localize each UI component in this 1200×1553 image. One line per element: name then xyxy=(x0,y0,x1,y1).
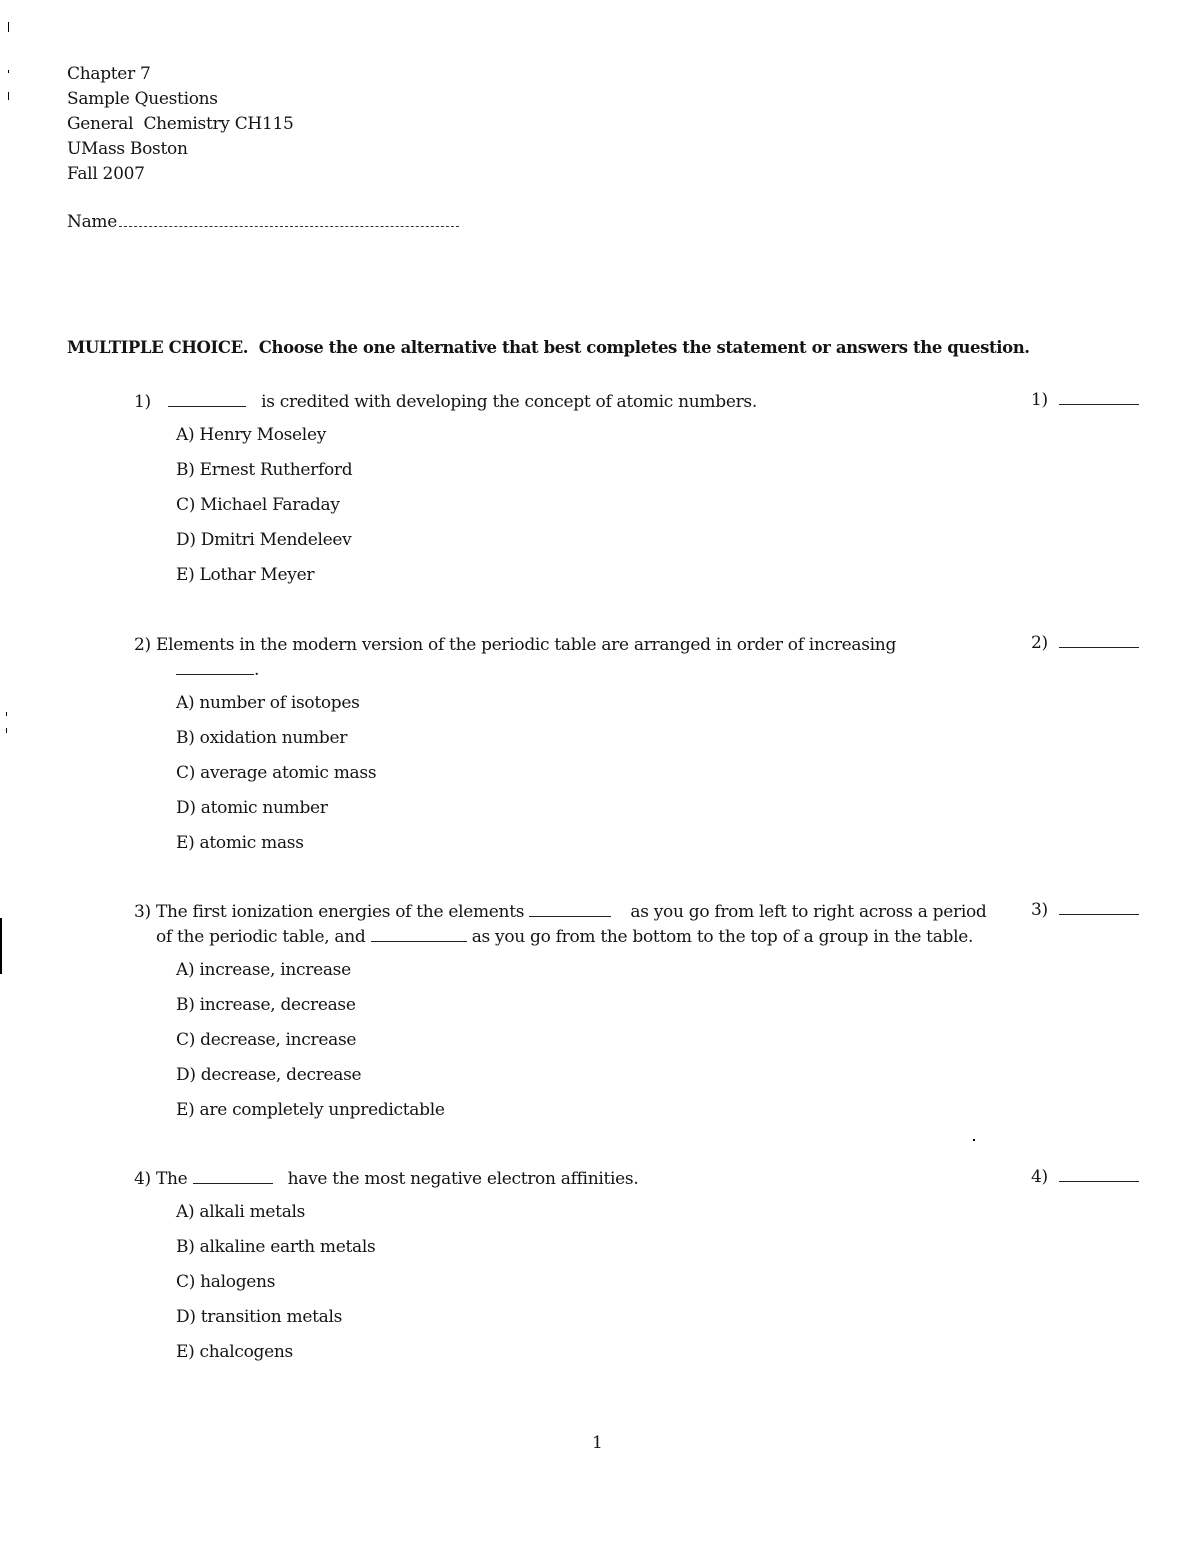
question-text: have the most negative electron affinities. xyxy=(287,1169,639,1189)
option-a: A) alkali metals xyxy=(176,1202,306,1222)
page-number: 1 xyxy=(592,1433,603,1453)
option-a: A) increase, increase xyxy=(176,960,351,980)
course-name: General Chemistry CH115 xyxy=(67,114,294,134)
margin-mark xyxy=(6,728,7,733)
question-number: 3) xyxy=(134,902,151,922)
option-a: A) Henry Moseley xyxy=(176,425,327,445)
margin-mark xyxy=(8,70,9,73)
answer-label: 2) xyxy=(1031,633,1048,653)
margin-mark xyxy=(8,92,9,100)
margin-mark xyxy=(0,918,2,974)
option-e: E) Lothar Meyer xyxy=(176,565,315,585)
fill-in-blank xyxy=(176,660,254,675)
fill-in-blank xyxy=(371,927,467,942)
question-text: as you go from the bottom to the top of a group in the table. xyxy=(466,927,974,947)
document-header xyxy=(67,62,294,187)
option-c: C) halogens xyxy=(176,1272,276,1292)
question-number: 4) xyxy=(134,1169,151,1189)
question-text: Elements in the modern version of the periodic table are arranged in order of increasing xyxy=(155,635,897,655)
question-number: 1) xyxy=(134,392,151,412)
margin-mark xyxy=(8,22,9,32)
answer-blank[interactable] xyxy=(1059,633,1139,648)
chapter-label: Chapter 7 xyxy=(67,64,151,84)
name-field xyxy=(67,212,459,232)
school-name: UMass Boston xyxy=(67,139,188,159)
option-c: C) average atomic mass xyxy=(176,763,377,783)
question-text: as you go from left to right across a period xyxy=(630,902,987,922)
question-number: 2) xyxy=(134,635,151,655)
option-d: D) atomic number xyxy=(176,798,328,818)
answer-label: 1) xyxy=(1031,390,1048,410)
option-c: C) Michael Faraday xyxy=(176,495,340,515)
question-stem xyxy=(134,1167,1014,1192)
question-stem xyxy=(134,900,1014,950)
question-text: The xyxy=(155,1169,188,1189)
option-b: B) Ernest Rutherford xyxy=(176,460,353,480)
answer-blank[interactable] xyxy=(1059,1167,1139,1182)
question-text: is credited with developing the concept of atomic numbers. xyxy=(261,392,757,412)
option-d: D) decrease, decrease xyxy=(176,1065,362,1085)
question-stem xyxy=(134,390,1014,415)
option-e: E) atomic mass xyxy=(176,833,304,853)
stray-dot xyxy=(973,1139,975,1141)
answer-blank[interactable] xyxy=(1059,390,1139,405)
question-text: of the periodic table, and xyxy=(156,927,366,947)
answer-label: 3) xyxy=(1031,900,1048,920)
answer-label: 4) xyxy=(1031,1167,1048,1187)
question-text: The first ionization energies of the elements xyxy=(155,902,525,922)
option-a: A) number of isotopes xyxy=(176,693,360,713)
name-blank-line[interactable] xyxy=(119,212,459,227)
section-instructions: MULTIPLE CHOICE. Choose the one alternative that best completes the statement or answers the question. xyxy=(67,338,1030,357)
term-label: Fall 2007 xyxy=(67,164,145,184)
option-c: C) decrease, increase xyxy=(176,1030,357,1050)
option-d: D) transition metals xyxy=(176,1307,343,1327)
option-b: B) alkaline earth metals xyxy=(176,1237,376,1257)
option-e: E) chalcogens xyxy=(176,1342,293,1362)
option-e: E) are completely unpredictable xyxy=(176,1100,445,1120)
fill-in-blank xyxy=(193,1169,273,1184)
document-subtitle: Sample Questions xyxy=(67,89,218,109)
option-b: B) increase, decrease xyxy=(176,995,356,1015)
fill-in-blank xyxy=(529,902,611,917)
name-label: Name xyxy=(67,212,117,232)
option-b: B) oxidation number xyxy=(176,728,348,748)
fill-in-blank xyxy=(168,392,246,407)
question-stem: 2) Elements in the modern version of the periodic table are arranged in order of increasing . xyxy=(134,635,897,680)
answer-blank[interactable] xyxy=(1059,900,1139,915)
option-d: D) Dmitri Mendeleev xyxy=(176,530,352,550)
margin-mark xyxy=(6,712,7,716)
